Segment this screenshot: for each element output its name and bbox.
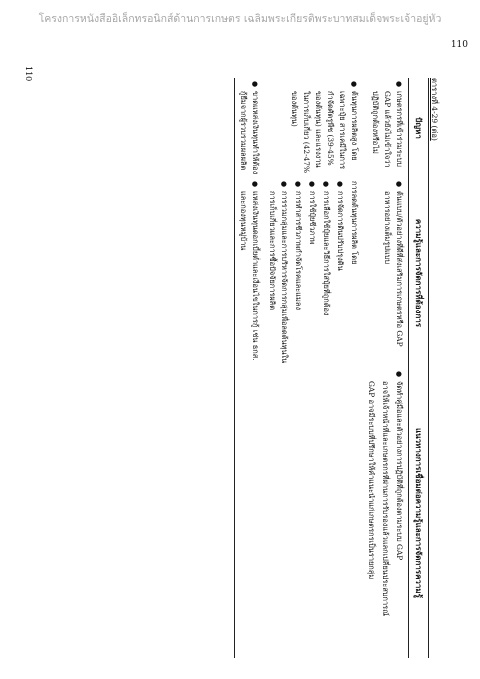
table-caption: ตารางที่ 4-29 (ต่อ) [430,78,439,141]
list-item [365,371,377,655]
bullet-icon: ● [395,81,403,88]
list-item [306,181,318,365]
bullet-icon: ● [395,371,403,378]
bullet-icon: ● [280,181,288,188]
table-header-row [409,78,429,658]
knowledge-text: การเลือกใช้ปุ๋ยและวิธีการใส่ปุ๋ยที่ถูกต้อง [322,191,331,316]
knowledge-text: การจัดการดินปรับปรุงดิน [336,191,345,271]
page-number: 110 [450,40,468,50]
header-linkage-approach: แนวทางการเชื่อมต่อความรู้และการจัดการความรู้ [409,368,429,658]
bullet-icon: ● [251,81,259,88]
approach-text: อาจให้เจ้าหน้าที่และเกษตรกรที่ผ่านการรับรองแล้วแลกเปลี่ยนประสบการณ์ [381,381,390,616]
list-item [237,181,261,365]
table-row [264,78,363,658]
knowledge-cell [363,178,409,368]
problem-text: ขาดแหล่งเงินทุนทำให้ต้องกู้ยืมจากผู้รวบรวมผลผลิต [239,91,260,175]
approach-cell [264,368,363,658]
knowledge-text: การรวมกลุ่มและการบริหารจัดการกลุ่มเพื่อลดต้นทุนในการเก็บเกี่ยวและการซื้อปัจจัยการผลิต [268,191,289,364]
bullet-icon: ● [336,181,344,188]
problem-cell [264,78,363,178]
knowledge-cell [235,178,265,368]
list-item [288,81,360,175]
list-item [334,181,346,365]
knowledge-text: การทำสารชีวภาพกำจัดโรคและแมลง [294,191,303,310]
bullet-icon: ● [294,181,302,188]
list-item [369,81,405,175]
page-number-rotated: 110 [24,66,33,82]
bullet-icon: ● [395,181,403,188]
problem-text: ต้นทุนการผลิตสูง โดยเฉพาะปุ๋ย สารเคมีในการกำจัดศัตรูพืช (39-45% ของต้นทุน) และแรงงานในการเก็บเกี่ยว (42-47% ของต้นทุน) [290,91,359,173]
knowledge-intro: การลดต้นทุนการผลิต โดย [350,181,359,265]
problem-cell [363,78,409,178]
problem-text: เกษตรกรที่เข้าร่วมระบบ GAP แล้วยังไม่เข้าใจว่าปฏิบัติถูกต้องหรือไม่ [371,91,404,168]
problem-cell [235,78,265,178]
bullet-icon: ● [350,81,358,88]
list-item [266,181,290,365]
approach-text: จัดทำคู่มือและตัวอย่างการปฏิบัติที่ถูกต้องตามระบบ GAP [395,381,404,561]
knowledge-text: แหล่งเงินทุนดอกเบี้ยต่ำและเงื่อนไขในการกู้ เช่น ธกส. และกองทุนหมู่บ้าน [239,191,260,361]
knowledge-cell [264,178,363,368]
list-item [379,371,391,655]
page-header: โครงการหนังสืออิเล็กทรอนิกส์ด้านการเกษตร เฉลิมพระเกียรติพระบาทสมเด็จพระเจ้าอยู่หัว [38,13,442,25]
list-item [237,81,261,175]
list-item [393,371,405,655]
list-item [381,181,405,365]
approach-cell [235,368,265,658]
approach-text: GAP อาจมีระบบที่ปรึกษาให้คำแนะนำแก่เกษตรกรเป็นรายกลุ่ม [367,381,376,580]
knowledge-text: ต้นแบบ/ตัวอย่างที่ดีที่ส่งเสริมการเกษตรหรือ GAP อาหารอย่างเต็มรูปแบบ [383,191,404,347]
list-item [320,181,332,365]
list-item [292,181,304,365]
approach-cell [363,368,409,658]
bullet-icon: ● [251,181,259,188]
knowledge-text: การใช้ปุ๋ยชีวภาพ [308,191,317,245]
header-knowledge-needed: ความรู้และการจัดการที่ต้องการ [409,178,429,368]
knowledge-table [234,78,429,658]
bullet-icon: ● [308,181,316,188]
rotated-table-region [90,78,440,658]
header-problem: ปัญหา [409,78,429,178]
bullet-icon: ● [322,181,330,188]
table-row [363,78,409,658]
table-row [235,78,265,658]
